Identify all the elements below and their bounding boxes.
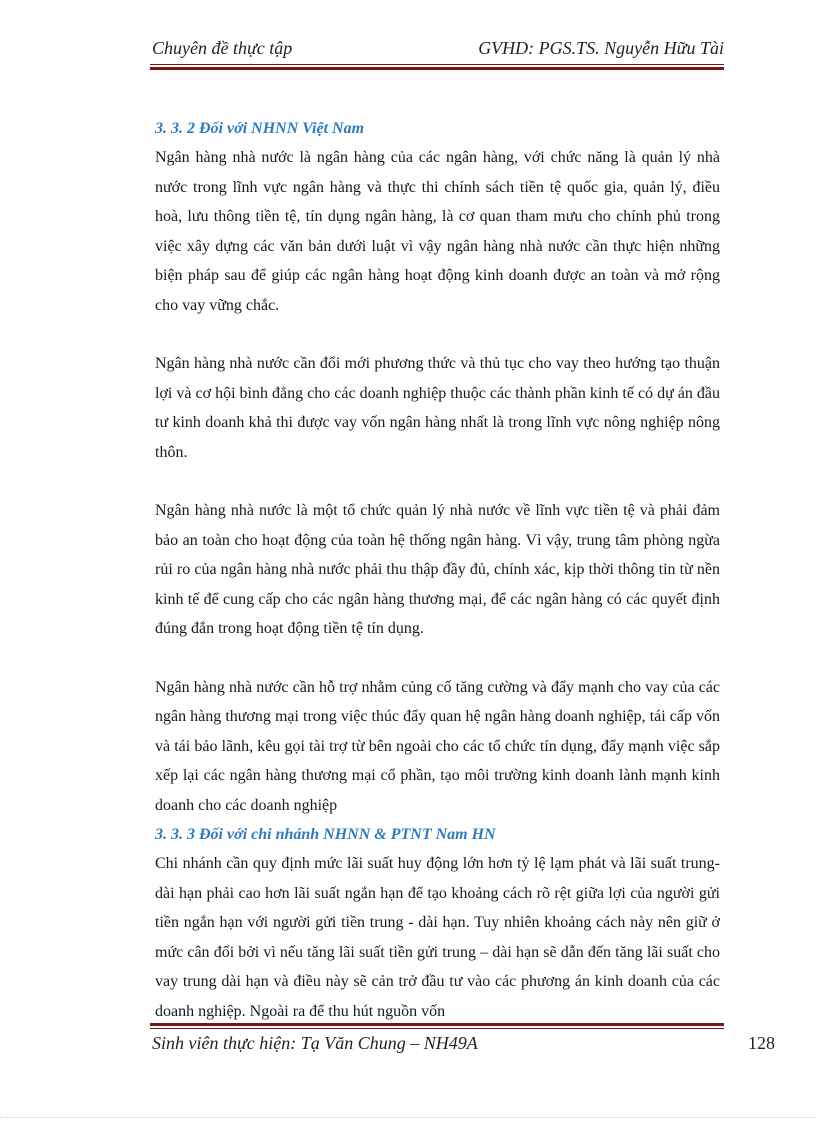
body-paragraph: Ngân hàng nhà nước cần đổi mới phương thức và thủ tục cho vay theo hướng tạo thuận lợi và cơ hội bình đẳng cho các doanh nghiệp thuộc các thành phần kinh tế có dự án đầu tư kinh doanh khả thi được vay vốn ngân hàng nhất là trong lĩnh vực nông nghiệp nông thôn. <box>155 355 720 461</box>
page-header <box>152 38 724 59</box>
footer-rule-thin <box>150 1028 724 1029</box>
footer-student-name: Sinh viên thực hiện: Tạ Văn Chung – NH49A <box>152 1033 478 1053</box>
header-advisor: GVHD: PGS.TS. Nguyễn Hữu Tài <box>478 38 724 58</box>
page-number: 128 <box>748 1033 775 1053</box>
body-paragraph: Ngân hàng nhà nước cần hỗ trợ nhằm củng cố tăng cường và đẩy mạnh cho vay của các ngân hàng thương mại trong việc thúc đẩy quan hệ ngân hàng doanh nghiệp, tái cấp vốn và tái bảo lãnh, kêu gọi tài trợ từ bên ngoài cho các tổ chức tín dụng, đẩy mạnh việc sắp xếp lại các ngân hàng thương mại cổ phần, tạo môi trường kinh doanh lành mạnh kinh doanh cho các doanh nghiệp <box>155 678 720 814</box>
header-rule-thin <box>150 64 724 65</box>
header-rule-thick <box>150 67 724 70</box>
body-paragraph: Ngân hàng nhà nước là ngân hàng của các ngân hàng, với chức năng là quản lý nhà nước trong lĩnh vực ngân hàng và thực thi chính sách tiền tệ quốc gia, quản lý, điều hoà, lưu thông tiền tệ, tín dụng ngân hàng, là cơ quan tham mưu cho chính phủ trong việc xây dựng các văn bản dưới luật vì vậy ngân hàng nhà nước cần thực hiện những biện pháp sau để giúp các ngân hàng hoạt động kinh doanh được an toàn và mở rộng cho vay vững chắc. <box>155 149 720 314</box>
footer-rule-thick <box>150 1023 724 1026</box>
body-paragraph: Chi nhánh cần quy định mức lãi suất huy động lớn hơn tỷ lệ lạm phát và lãi suất trung- dài hạn phải cao hơn lãi suất ngắn hạn để tạo khoảng cách rõ rệt giữa lợi của người gửi tiền ngắn hạn với người gửi tiền trung - dài hạn. Tuy nhiên khoảng cách này nên giữ ở mức cân đối bởi vì nếu tăng lãi suất tiền gửi trung – dài hạn sẽ dẫn đến tăng lãi suất cho vay trung dài hạn và điều này sẽ cản trở đầu tư vào các phương án kinh doanh của các doanh nghiệp. Ngoài ra để thu hút nguồn vốn <box>155 855 720 1020</box>
page-body <box>155 114 720 1026</box>
section-heading-3-3-3: 3. 3. 3 Đối với chi nhánh NHNN & PTNT Nam HN <box>155 826 496 843</box>
page-bottom-edge <box>0 1117 816 1118</box>
section-heading-3-3-2: 3. 3. 2 Đối với NHNN Việt Nam <box>155 120 365 137</box>
body-paragraph: Ngân hàng nhà nước là một tổ chức quản lý nhà nước về lĩnh vực tiền tệ và phải đảm bảo an toàn cho hoạt động của toàn hệ thống ngân hàng. Vì vậy, trung tâm phòng ngừa rủi ro của ngân hàng nhà nước phải thu thập đầy đủ, chính xác, kịp thời thông tin từ nền kinh tế để cung cấp cho các ngân hàng thương mại, để các ngân hàng có các quyết định đúng đắn trong hoạt động tiền tệ tín dụng. <box>155 502 720 637</box>
header-course-title: Chuyên đề thực tập <box>152 38 293 58</box>
